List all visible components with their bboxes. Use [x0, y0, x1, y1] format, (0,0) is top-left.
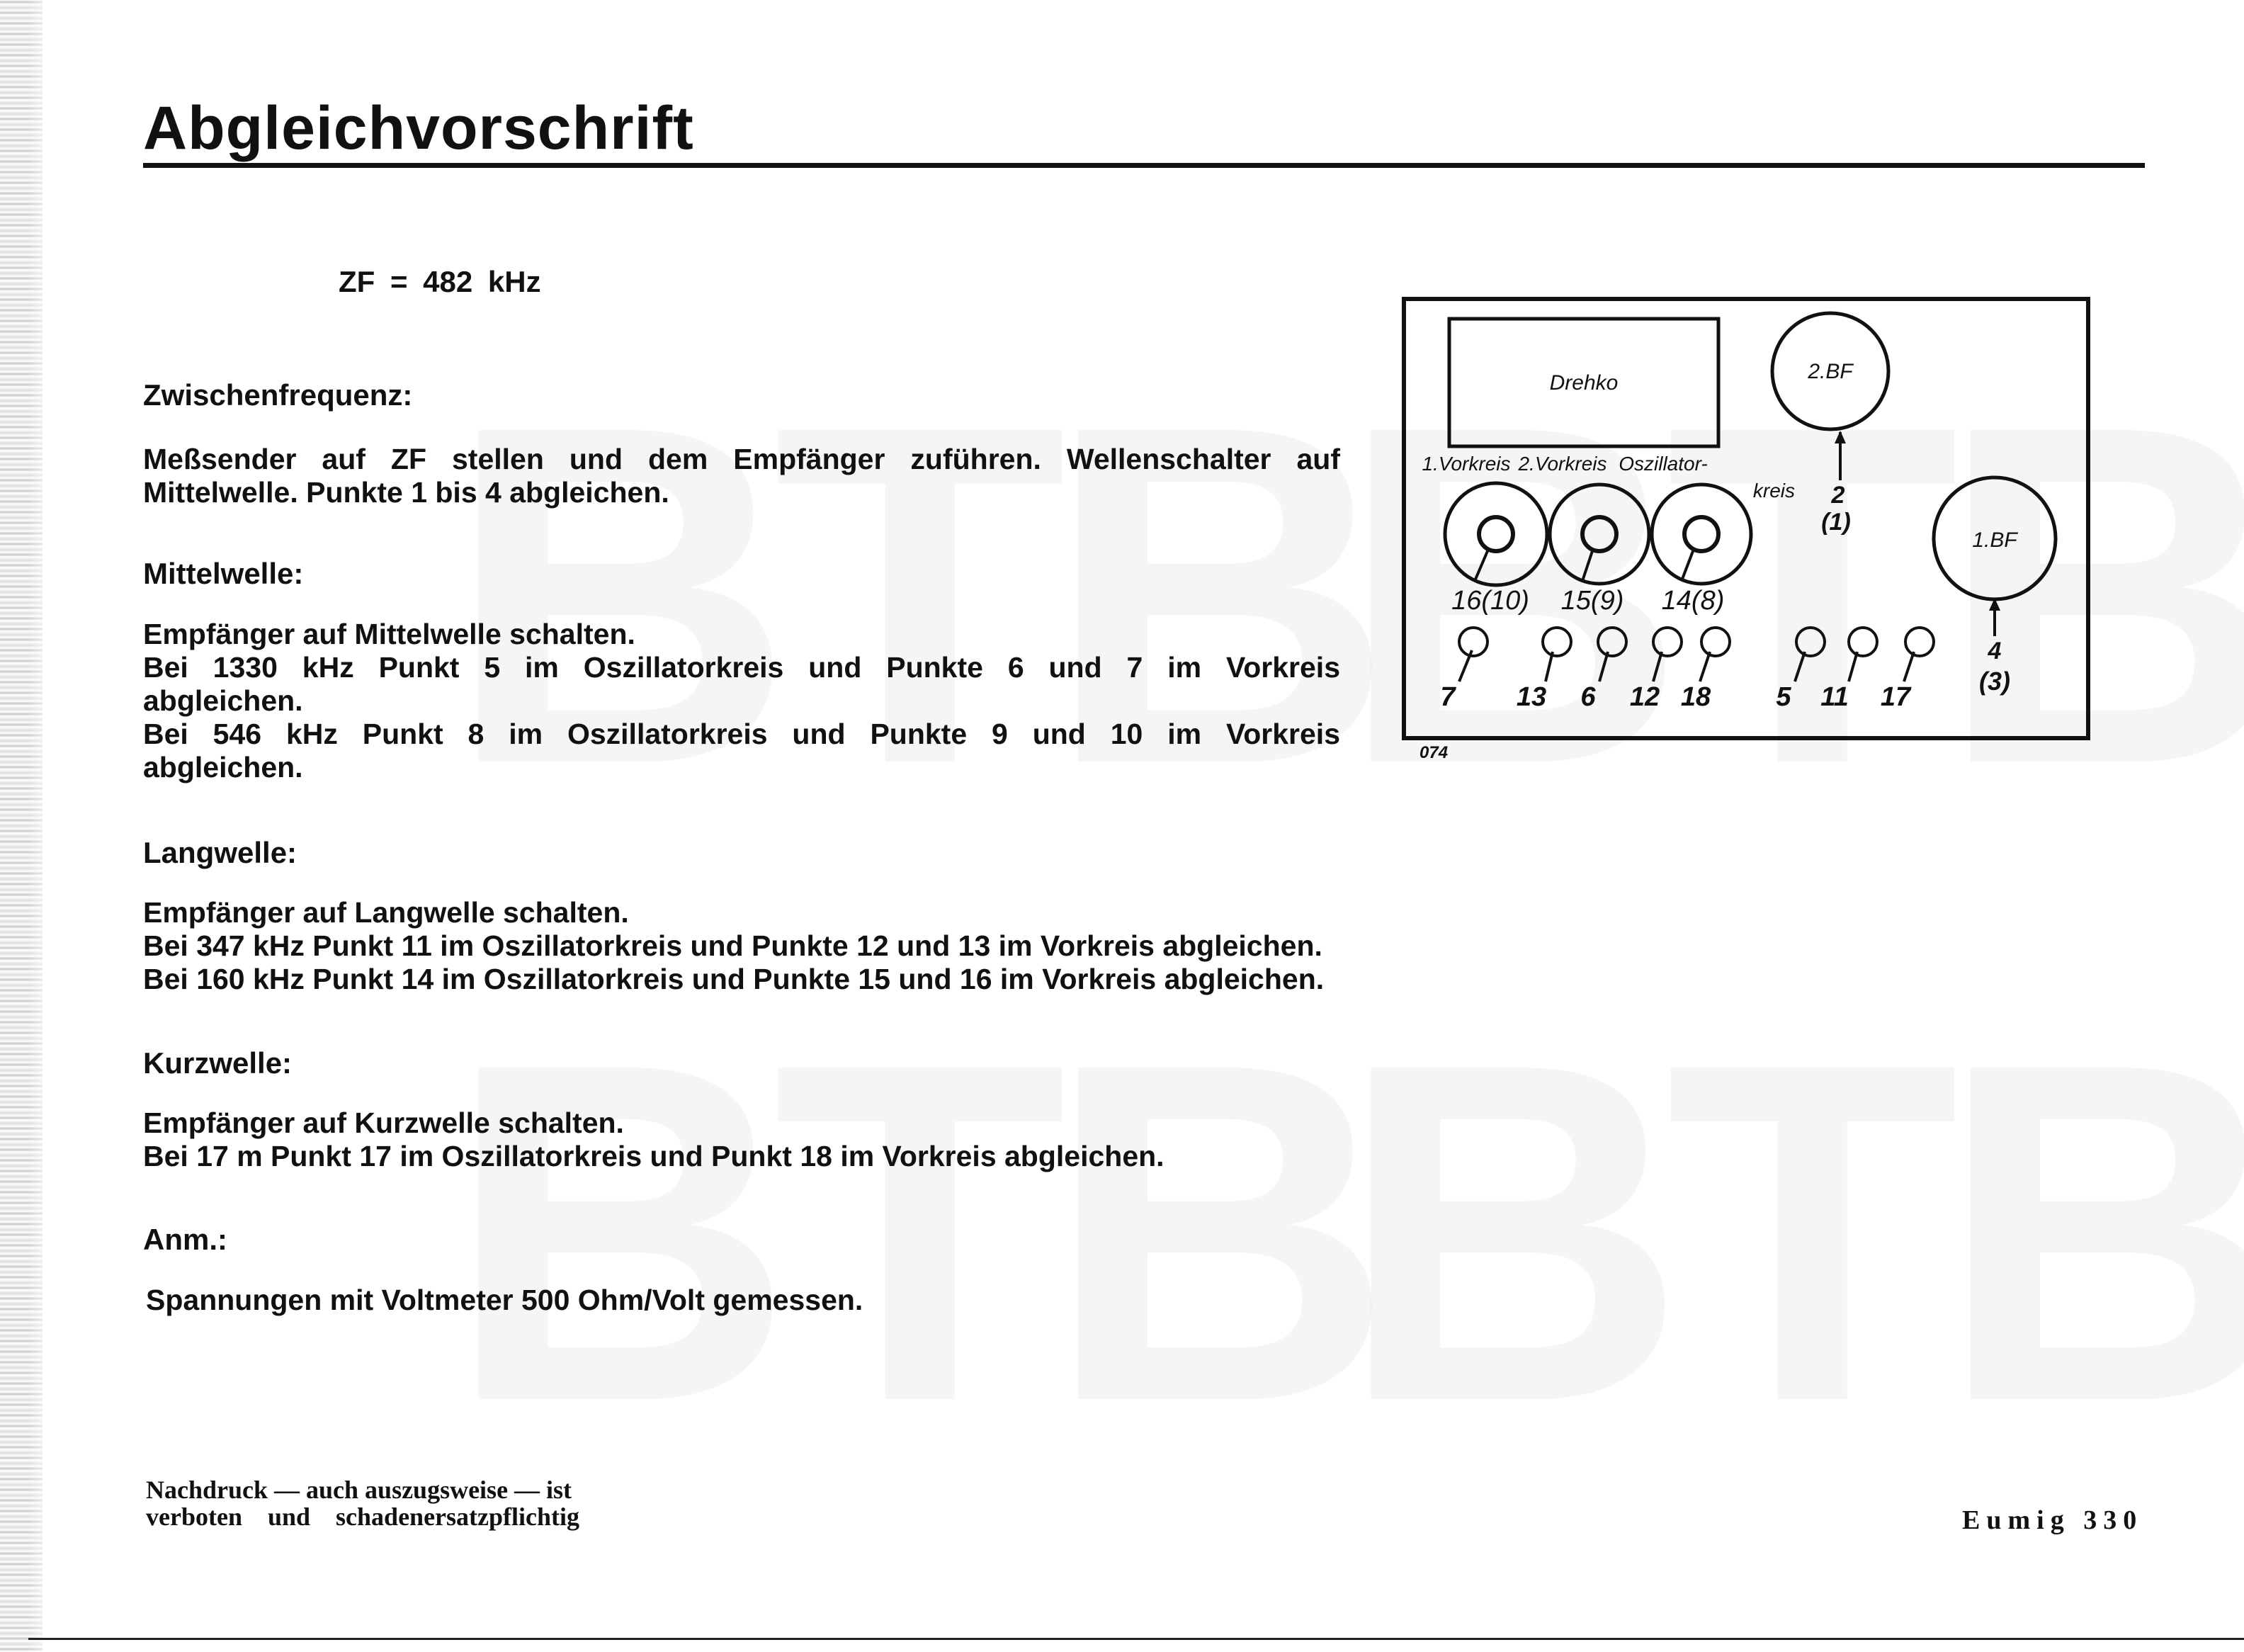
section-heading-anm: Anm.:: [143, 1223, 227, 1256]
drehko-label: Drehko: [1549, 371, 1619, 395]
bf1-point-alt-label: (3): [1979, 667, 2010, 696]
intermediate-frequency-value: ZF = 482 kHz: [339, 265, 541, 298]
title-rule: [143, 163, 2145, 168]
section-heading-zwischenfrequenz: Zwischenfrequenz:: [143, 378, 413, 412]
trimmer-label: 6: [1580, 682, 1596, 712]
trimmer: [1598, 628, 1626, 681]
section-text-langwelle: [143, 896, 1324, 996]
text-line: Bei 17 m Punkt 17 im Oszillatorkreis und Punkt 18 im Vorkreis abgleichen.: [143, 1140, 1164, 1172]
text-line: abgleichen.: [143, 684, 303, 717]
bf2-point-alt-label: (1): [1821, 509, 1851, 536]
coil-label: 16(10): [1451, 586, 1529, 616]
oszillator-label: Oszillator-: [1619, 453, 1708, 475]
vorkreis2-label: 2.Vorkreis: [1518, 453, 1607, 475]
trimmer-label: 12: [1629, 682, 1660, 712]
trimmer: [1849, 628, 1877, 681]
trimmer-label: 13: [1516, 682, 1547, 712]
bottom-rule: [28, 1638, 2244, 1640]
text-line: Bei 546 kHz Punkt 8 im Oszillatorkreis und Punkte 9 und 10 im Vorkreis: [143, 718, 1340, 750]
vorkreis1-label: 1.Vorkreis: [1422, 453, 1511, 475]
trimmer: [1543, 628, 1571, 681]
section-text-zwischenfrequenz: [143, 443, 1340, 509]
trimmer: [1904, 628, 1934, 681]
text-line: Spannungen mit Voltmeter 500 Ohm/Volt gemessen.: [146, 1284, 863, 1316]
brand-page-label: Eumig 330: [1962, 1505, 2143, 1535]
bf1-point-label: 4: [1988, 638, 2002, 664]
trimmer-label: 7: [1440, 682, 1456, 712]
trimmer-label: 17: [1880, 682, 1911, 712]
section-text-kurzwelle: [143, 1107, 1164, 1173]
text-line: Empfänger auf Mittelwelle schalten.: [143, 618, 635, 650]
coil-label: 15(9): [1560, 586, 1624, 616]
text-line: Bei 347 kHz Punkt 11 im Oszillatorkreis und Punkte 12 und 13 im Vorkreis abgleichen.: [143, 929, 1322, 962]
text-line: Bei 160 kHz Punkt 14 im Oszillatorkreis und Punkte 15 und 16 im Vorkreis abgleichen.: [143, 963, 1325, 995]
trimmer-row: [1459, 628, 1934, 681]
trimmer: [1795, 628, 1825, 681]
text-line: Empfänger auf Langwelle schalten.: [143, 896, 629, 929]
bf2-arrowhead: [1835, 431, 1846, 443]
section-heading-kurzwelle: Kurzwelle:: [143, 1046, 293, 1080]
section-text-mittelwelle: [143, 618, 1340, 784]
figure-number: 074: [1420, 743, 1449, 762]
coil-label: 14(8): [1661, 586, 1725, 616]
alignment-diagram: [1395, 290, 2097, 772]
trimmer-label: 5: [1776, 682, 1791, 712]
reprint-notice: [146, 1476, 579, 1530]
coil-vorkreis1: [1445, 483, 1547, 585]
trimmer: [1459, 628, 1488, 681]
trimmer: [1700, 628, 1730, 681]
text-line: abgleichen.: [143, 751, 303, 783]
notice-line: Nachdruck — auch auszugsweise — ist: [146, 1476, 572, 1504]
text-line: Empfänger auf Kurzwelle schalten.: [143, 1107, 624, 1139]
section-heading-langwelle: Langwelle:: [143, 836, 298, 869]
coil-vorkreis2: [1550, 485, 1649, 584]
trimmer: [1653, 628, 1682, 681]
notice-line: verboten und schadenersatzpflichtig: [146, 1503, 579, 1531]
section-heading-mittelwelle: Mittelwelle:: [143, 557, 304, 590]
bf2-label: 2.BF: [1808, 360, 1853, 383]
text-line: Bei 1330 kHz Punkt 5 im Oszillatorkreis und Punkte 6 und 7 im Vorkreis: [143, 651, 1340, 684]
section-text-anm: [146, 1284, 863, 1317]
coil-oszillatorkreis: [1652, 485, 1751, 584]
text-line: Meßsender auf ZF stellen und dem Empfänger zuführen. Wellenschalter auf: [143, 443, 1340, 475]
scan-edge-fade: [28, 0, 57, 1652]
trimmer-label: 18: [1680, 682, 1711, 712]
trimmer-label: 11: [1820, 682, 1849, 712]
watermark: [1339, 992, 2244, 1473]
bf1-label: 1.BF: [1972, 528, 2017, 552]
page-title: Abgleichvorschrift: [143, 94, 694, 162]
bf2-point-label: 2: [1831, 482, 1845, 509]
text-line: Mittelwelle. Punkte 1 bis 4 abgleichen.: [143, 476, 669, 509]
oszillator-label-cont: kreis: [1752, 480, 1795, 502]
watermark: [446, 992, 1373, 1473]
